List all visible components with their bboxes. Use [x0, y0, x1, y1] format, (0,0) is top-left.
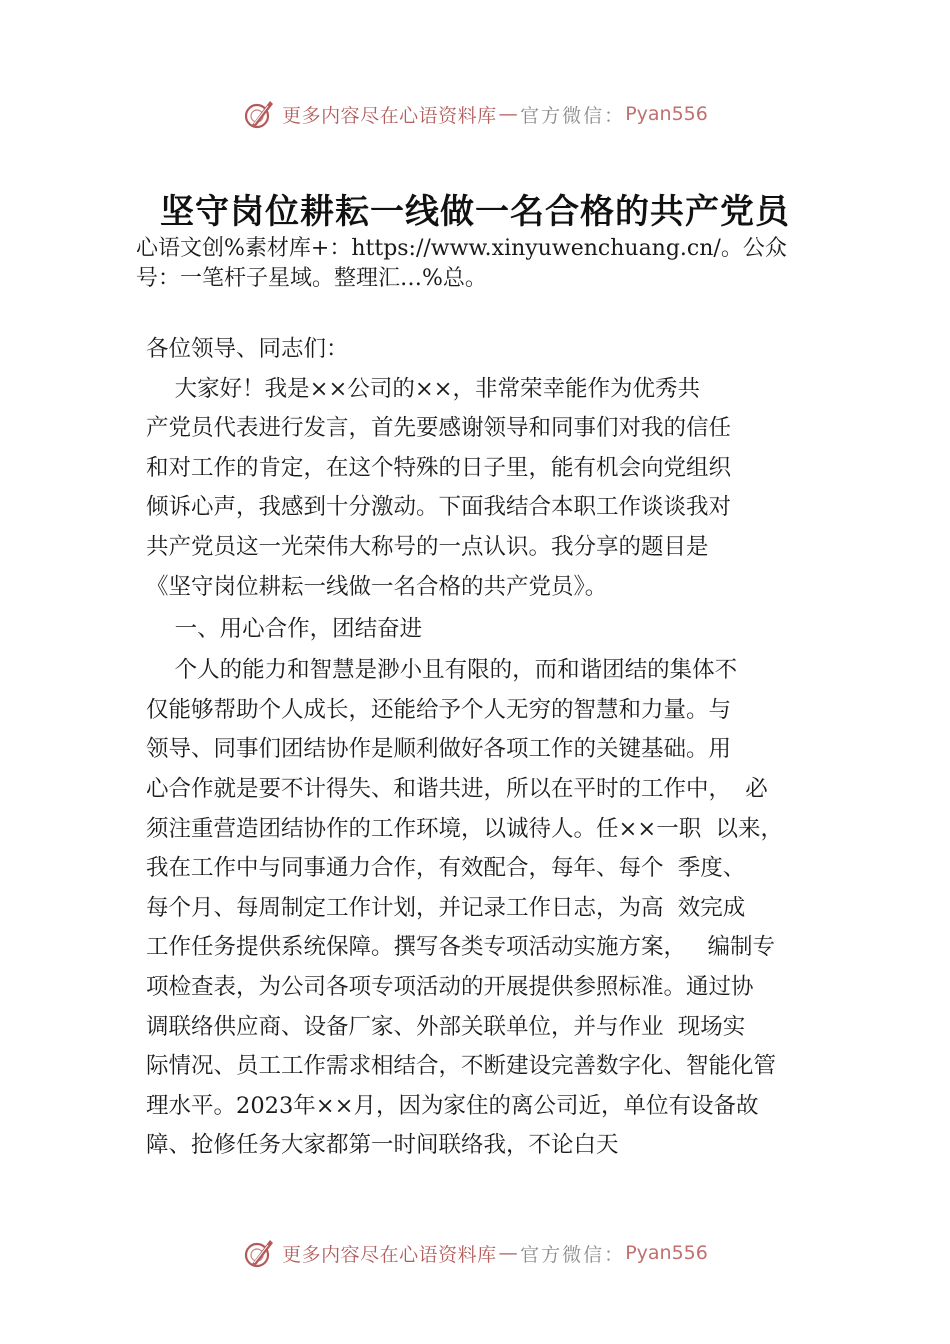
body-line: 须注重营造团结协作的工作环境，以诚待人。任××一职 以来， [146, 815, 784, 842]
body-line: 心合作就是要不计得失、和谐共进，所以在平时的工作中， 必 [146, 775, 768, 802]
body-line: 项检查表，为公司各项专项活动的开展提供参照标准。通过协 [146, 973, 754, 1000]
section-heading: 一、用心合作，团结奋进 [146, 616, 423, 643]
section1-paragraph [146, 651, 846, 1166]
banner-wechat-id: Pyan556 [625, 1242, 708, 1264]
banner-dash: — [498, 1242, 519, 1264]
body-line: 我在工作中与同事通力合作，有效配合，每年、每个 季度、 [146, 855, 746, 882]
body-line: 倾诉心声，我感到十分激动。下面我结合本职工作谈谈我对 [146, 494, 732, 521]
source-note [136, 234, 836, 294]
body-line: 仅能够帮助个人成长，还能给予个人无穷的智慧和力量。与 [146, 696, 732, 723]
body-line: 《坚守岗位耕耘一线做一名合格的共产党员》。 [146, 573, 608, 600]
banner-site-text: 更多内容尽在心语资料库 [282, 104, 497, 127]
greeting: 各位领导、同志们： [146, 336, 349, 362]
banner-dash: — [498, 103, 519, 125]
body-line: 每个月、每周制定工作计划，并记录工作日志，为高 效完成 [146, 894, 746, 921]
body-line: 障、抢修任务大家都第一时间联络我，不论白天 [146, 1132, 619, 1159]
document-title: 坚守岗位耕耘一线做一名合格的共产党员 [160, 192, 790, 232]
document-body [146, 330, 846, 1166]
body-line: 领导、同事们团结协作是顺利做好各项工作的关键基础。用 [146, 736, 732, 763]
body-line: 调联络供应商、设备厂家、外部关联单位，并与作业 现场实 [146, 1013, 746, 1040]
source-line: 心语文创%素材库+：https://www.xinyuwenchuang.cn/。公众 [136, 236, 787, 261]
source-line: 号：一笔杆子星域。整理汇…%总。 [136, 266, 487, 291]
body-line: 和对工作的肯定，在这个特殊的日子里，能有机会向党组织 [146, 454, 732, 481]
banner-wechat-label: 官方微信： [520, 1243, 626, 1266]
body-line: 际情况、员工工作需求相结合，不断建设完善数字化、智能化管 [146, 1053, 777, 1080]
quill-logo-icon [242, 1236, 276, 1270]
body-line: 理水平。2023年××月，因为家住的离公司近，单位有设备故 [146, 1092, 759, 1119]
banner-site-text: 更多内容尽在心语资料库 [282, 1243, 497, 1266]
footer-watermark-banner [0, 1233, 950, 1273]
body-line: 个人的能力和智慧是渺小且有限的，而和谐团结的集体不 [146, 657, 738, 684]
body-line: 共产党员这一光荣伟大称号的一点认识。我分享的题目是 [146, 533, 709, 560]
intro-paragraph [146, 370, 846, 608]
banner-wechat-label: 官方微信： [520, 104, 626, 127]
header-watermark-banner [0, 94, 950, 134]
banner-wechat-id: Pyan556 [625, 103, 708, 125]
body-line: 工作任务提供系统保障。撰写各类专项活动实施方案， 编制专 [146, 934, 775, 961]
body-line: 大家好！我是××公司的××，非常荣幸能作为优秀共 [146, 375, 701, 402]
body-line: 产党员代表进行发言，首先要感谢领导和同事们对我的信任 [146, 415, 732, 442]
quill-logo-icon [242, 97, 276, 131]
